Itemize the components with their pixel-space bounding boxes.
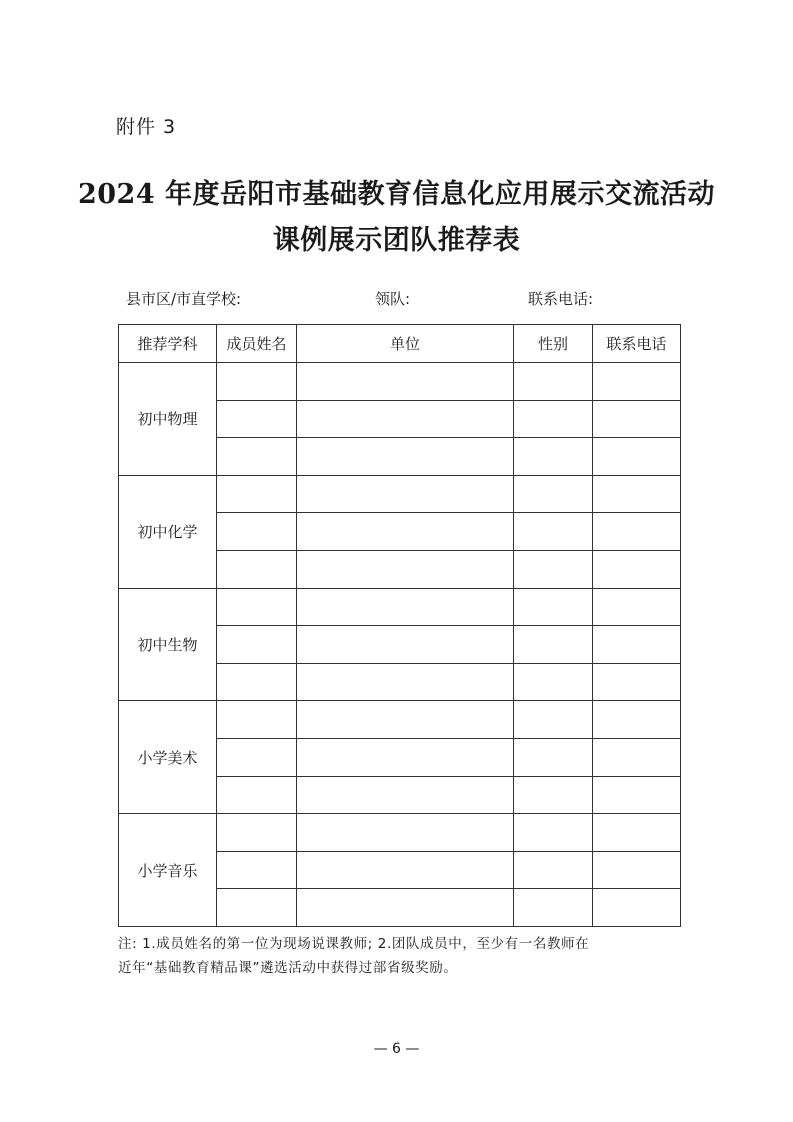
footnote-line-1: 注: 1.成员姓名的第一位为现场说课教师; 2.团队成员中，至少有一名教师在 — [118, 936, 590, 952]
contact-phone-cell[interactable] — [593, 814, 681, 852]
subject-cell: 小学音乐 — [119, 814, 217, 927]
contact-phone-cell[interactable] — [593, 550, 681, 588]
contact-phone-cell[interactable] — [593, 663, 681, 701]
member-name-cell[interactable] — [217, 588, 297, 626]
member-name-cell[interactable] — [217, 550, 297, 588]
gender-cell[interactable] — [514, 663, 593, 701]
contact-phone-cell[interactable] — [593, 438, 681, 476]
member-name-cell[interactable] — [217, 475, 297, 513]
gender-cell[interactable] — [514, 814, 593, 852]
gender-cell[interactable] — [514, 851, 593, 889]
county-school-label: 县市区/市直学校: — [126, 290, 242, 308]
unit-cell[interactable] — [297, 851, 514, 889]
unit-cell[interactable] — [297, 701, 514, 739]
footnote — [118, 932, 688, 980]
member-name-cell[interactable] — [217, 400, 297, 438]
gender-cell[interactable] — [514, 363, 593, 401]
member-name-cell[interactable] — [217, 438, 297, 476]
header-unit: 单位 — [297, 325, 514, 363]
page-title-line-1: 2024 年度岳阳市基础教育信息化应用展示交流活动 — [77, 179, 716, 210]
member-name-cell[interactable] — [217, 701, 297, 739]
contact-phone-cell[interactable] — [593, 475, 681, 513]
unit-cell[interactable] — [297, 776, 514, 814]
table-header-row — [119, 325, 681, 363]
page-title-line-2: 课例展示团队推荐表 — [272, 225, 521, 256]
table-row — [119, 701, 681, 739]
gender-cell[interactable] — [514, 400, 593, 438]
gender-cell[interactable] — [514, 626, 593, 664]
attachment-label: 附件 3 — [116, 116, 177, 138]
contact-phone-cell[interactable] — [593, 851, 681, 889]
gender-cell[interactable] — [514, 513, 593, 551]
contact-phone-cell[interactable] — [593, 701, 681, 739]
contact-phone-cell[interactable] — [593, 513, 681, 551]
gender-cell[interactable] — [514, 776, 593, 814]
contact-phone-cell[interactable] — [593, 363, 681, 401]
gender-cell[interactable] — [514, 438, 593, 476]
unit-cell[interactable] — [297, 400, 514, 438]
gender-cell[interactable] — [514, 701, 593, 739]
contact-phone-cell[interactable] — [593, 889, 681, 927]
table-row — [119, 363, 681, 401]
page-number: — 6 — — [373, 1041, 420, 1057]
contact-phone-cell[interactable] — [593, 588, 681, 626]
contact-phone-cell[interactable] — [593, 626, 681, 664]
unit-cell[interactable] — [297, 438, 514, 476]
contact-phone-label: 联系电话: — [528, 290, 594, 308]
unit-cell[interactable] — [297, 738, 514, 776]
table-row — [119, 475, 681, 513]
subject-cell: 初中化学 — [119, 475, 217, 588]
unit-cell[interactable] — [297, 513, 514, 551]
gender-cell[interactable] — [514, 889, 593, 927]
member-name-cell[interactable] — [217, 663, 297, 701]
member-name-cell[interactable] — [217, 851, 297, 889]
member-name-cell[interactable] — [217, 513, 297, 551]
gender-cell[interactable] — [514, 738, 593, 776]
subject-cell: 初中生物 — [119, 588, 217, 701]
member-name-cell[interactable] — [217, 889, 297, 927]
member-name-cell[interactable] — [217, 738, 297, 776]
gender-cell[interactable] — [514, 550, 593, 588]
contact-phone-cell[interactable] — [593, 400, 681, 438]
unit-cell[interactable] — [297, 550, 514, 588]
subject-cell: 初中物理 — [119, 363, 217, 476]
table-row — [119, 814, 681, 852]
team-leader-label: 领队: — [375, 290, 411, 308]
contact-phone-cell[interactable] — [593, 738, 681, 776]
unit-cell[interactable] — [297, 363, 514, 401]
gender-cell[interactable] — [514, 475, 593, 513]
member-name-cell[interactable] — [217, 814, 297, 852]
unit-cell[interactable] — [297, 626, 514, 664]
member-name-cell[interactable] — [217, 363, 297, 401]
table-row — [119, 588, 681, 626]
contact-phone-cell[interactable] — [593, 776, 681, 814]
header-member-name: 成员姓名 — [217, 325, 297, 363]
subject-cell: 小学美术 — [119, 701, 217, 814]
gender-cell[interactable] — [514, 588, 593, 626]
info-row — [0, 288, 793, 310]
footnote-line-2: 近年“基础教育精品课”遴选活动中获得过部省级奖励。 — [118, 960, 458, 976]
unit-cell[interactable] — [297, 889, 514, 927]
header-contact-phone: 联系电话 — [593, 325, 681, 363]
recommendation-table — [118, 324, 681, 927]
unit-cell[interactable] — [297, 588, 514, 626]
header-gender: 性别 — [514, 325, 593, 363]
unit-cell[interactable] — [297, 475, 514, 513]
unit-cell[interactable] — [297, 814, 514, 852]
unit-cell[interactable] — [297, 663, 514, 701]
member-name-cell[interactable] — [217, 626, 297, 664]
header-subject: 推荐学科 — [119, 325, 217, 363]
member-name-cell[interactable] — [217, 776, 297, 814]
